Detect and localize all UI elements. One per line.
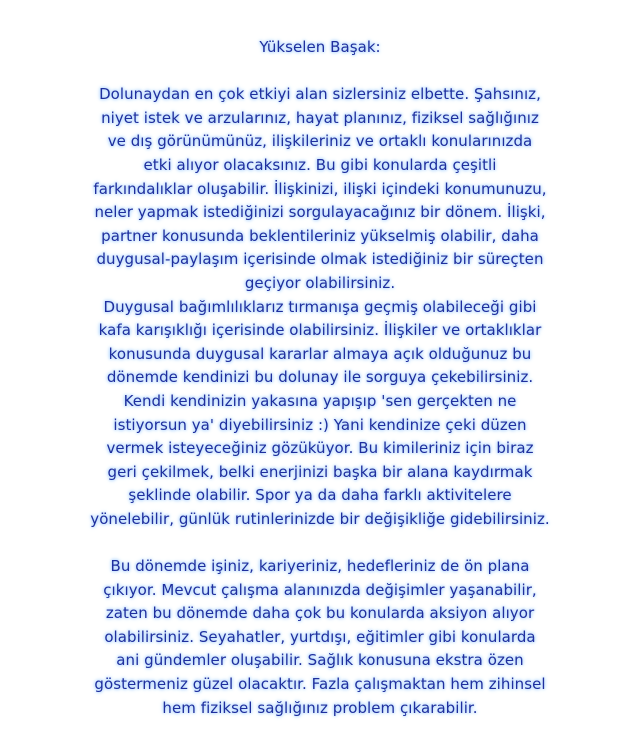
text-line: ani gündemler oluşabilir. Sağlık konusuna ekstra özen [116,651,524,670]
paragraph-1 [30,83,610,531]
text-line: geri çekilmek, belki enerjinizi başka bir alana kaydırmak [107,462,533,481]
text-line: göstermeniz güzel olacaktır. Fazla çalışmaktan hem zihinsel [94,675,546,694]
paragraph-2 [30,555,610,720]
text-line: etki alıyor olacaksınız. Bu gibi konularda çeşitli [143,155,497,174]
horoscope-text [30,36,610,720]
text-line: geçiyor olabilirsiniz. [244,273,396,292]
text-line: ve dış görünümünüz, ilişkileriniz ve ortaklı konularınızda [107,132,533,151]
text-line: partner konusunda beklentileriniz yükselmiş olabilir, daha [101,226,539,245]
text-line: kafa karışıklığı içerisinde olabilirsiniz. İlişkiler ve ortaklıklar [98,321,542,340]
text-line: duygusal-paylaşım içerisinde olmak istediğiniz bir süreçten [96,250,544,269]
text-line: Bu dönemde işiniz, kariyeriniz, hedefleriniz de ön plana [110,557,530,576]
text-line: olabilirsiniz. Seyahatler, yurtdışı, eğitimler gibi konularda [104,627,536,646]
blank-line [30,60,610,84]
text-line: Dolunaydan en çok etkiyi alan sizlersiniz elbette. Şahsınız, [99,85,541,104]
text-line: şeklinde olabilir. Spor ya da daha farklı aktivitelere [128,486,512,505]
text-line: farkındalıklar oluşabilir. İlişkinizi, ilişki içindeki konumunuzu, [93,179,547,198]
blank-line [30,531,610,555]
text-line: dönemde kendinizi bu dolunay ile sorguya çekebilirsiniz. [106,368,534,387]
text-line: istiyorsun ya' diyebilirsiniz :) Yani kendinize çeki düzen [113,415,527,434]
text-line: hem fiziksel sağlığınız problem çıkarabilir. [162,698,478,717]
document-title: Yükselen Başak: [259,38,381,56]
text-line: çıkıyor. Mevcut çalışma alanınızda değişimler yaşanabilir, [103,580,537,599]
text-line: Kendi kendinizin yakasına yapışıp 'sen gerçekten ne [123,391,517,410]
text-line: vermek isteyeceğiniz gözüküyor. Bu kimileriniz için biraz [106,439,534,458]
text-line: konusunda duygusal kararlar almaya açık olduğunuz bu [108,344,532,363]
text-line: neler yapmak istediğinizi sorgulayacağınız bir dönem. İlişki, [94,203,546,222]
text-line: zaten bu dönemde daha çok bu konularda aksiyon alıyor [105,604,535,623]
text-line: yönelebilir, günlük rutinlerinizde bir değişikliğe gidebilirsiniz. [90,509,550,528]
text-line: Duygusal bağımlılıklarız tırmanışa geçmiş olabileceği gibi [103,297,537,316]
text-line: niyet istek ve arzularınız, hayat planınız, fiziksel sağlığınız [101,108,539,127]
